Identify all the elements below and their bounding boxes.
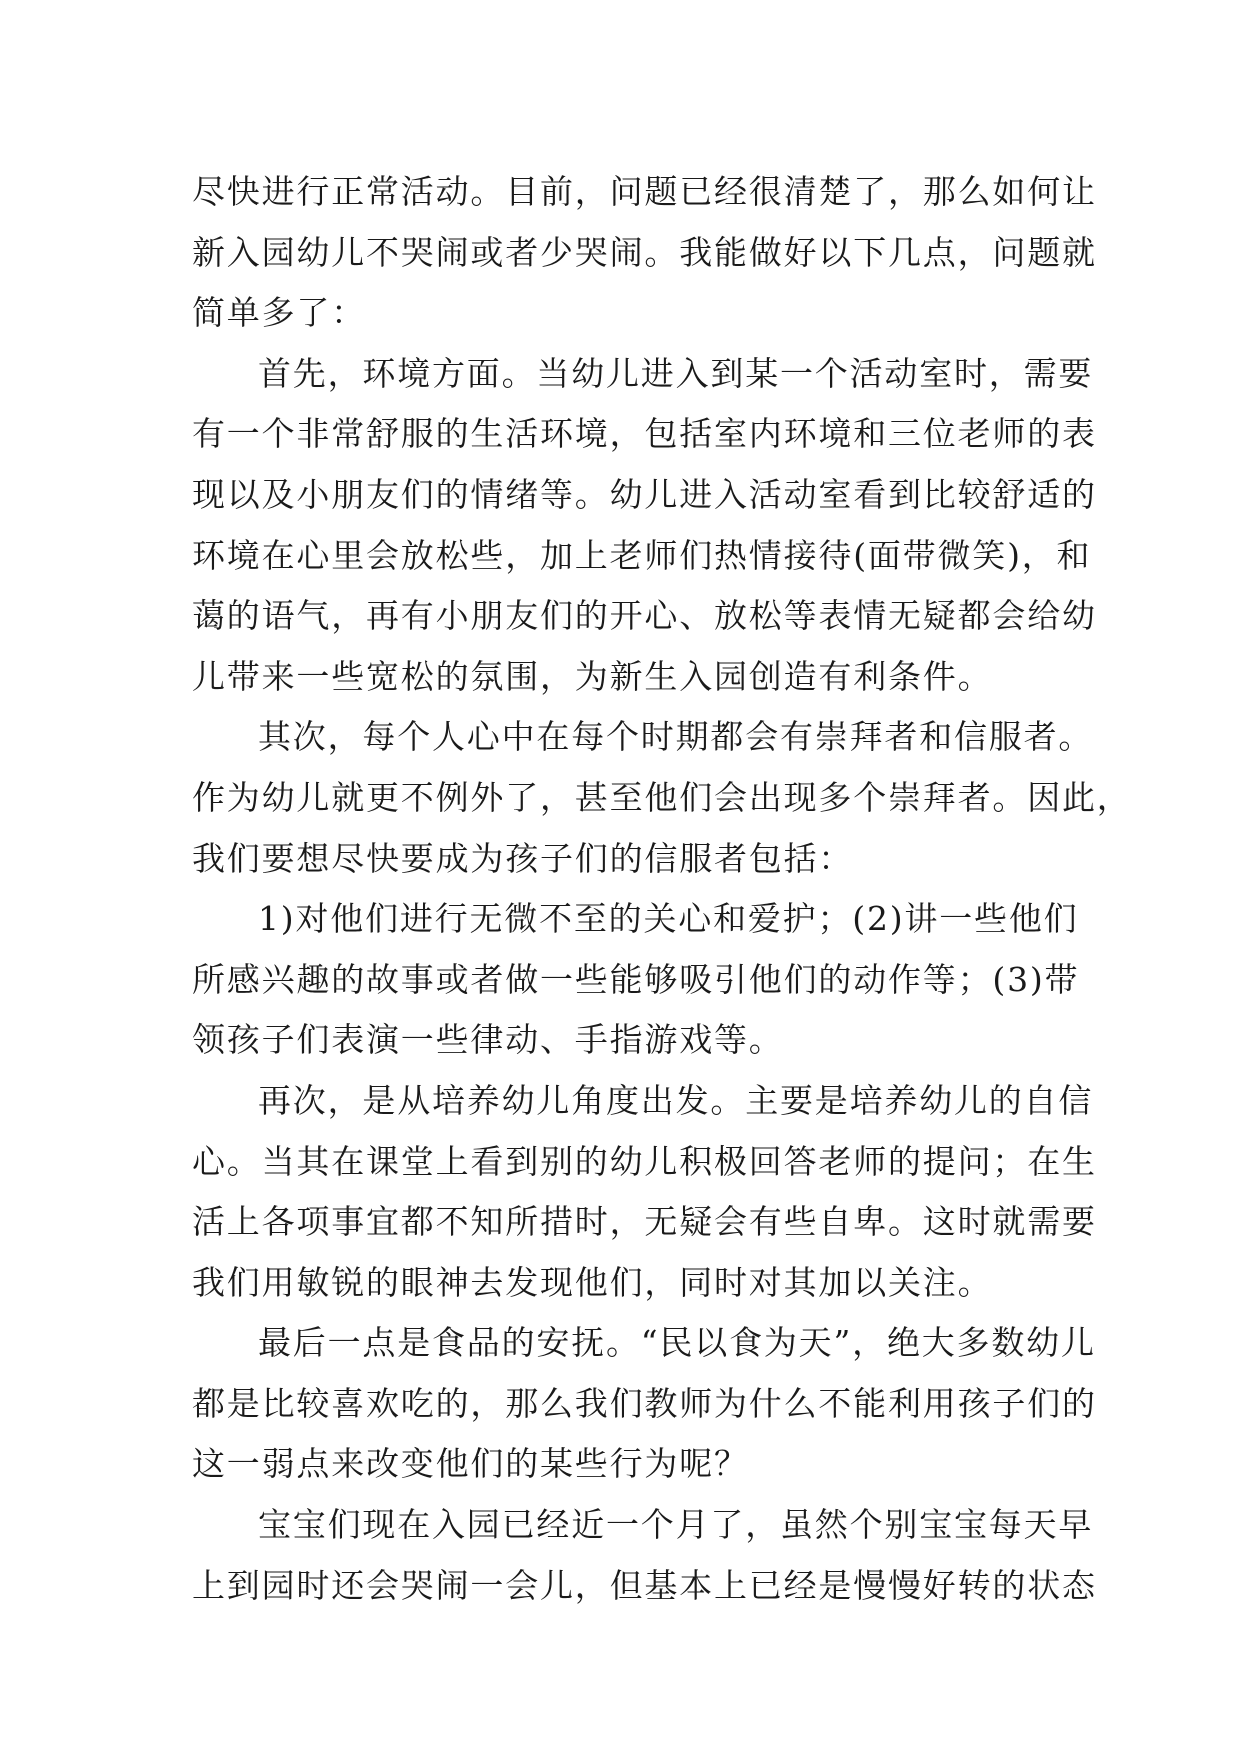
paragraph-first-line: 首先，环境方面。当幼儿进入到某一个活动室时，需要: [258, 353, 1094, 393]
text-line: 有一个非常舒服的生活环境，包括室内环境和三位老师的表: [192, 414, 1097, 454]
text-line: 简单多了：: [192, 293, 366, 333]
text-line: 活上各项事宜都不知所措时，无疑会有些自卑。这时就需要: [192, 1202, 1097, 1242]
text-line: 我们要想尽快要成为孩子们的信服者包括：: [192, 838, 854, 878]
paragraph-first-line: 宝宝们现在入园已经近一个月了，虽然个别宝宝每天早: [258, 1505, 1094, 1545]
paragraph-first-line: 最后一点是食品的安抚。“民以食为天”，绝大多数幼儿: [258, 1323, 1096, 1363]
paragraph-first-line: 再次，是从培养幼儿角度出发。主要是培养幼儿的自信: [258, 1080, 1094, 1120]
text-line: 上到园时还会哭闹一会儿，但基本上已经是慢慢好转的状态: [192, 1565, 1097, 1605]
text-line: 心。当其在课堂上看到别的幼儿积极回答老师的提问；在生: [192, 1141, 1097, 1181]
text-line: 环境在心里会放松些，加上老师们热情接待(面带微笑)，和: [192, 535, 1092, 575]
body-text: [192, 162, 1132, 1616]
paragraph-first-line: 1)对他们进行无微不至的关心和爱护；(2)讲一些他们: [258, 899, 1079, 939]
text-line: 我们用敏锐的眼神去发现他们，同时对其加以关注。: [192, 1262, 993, 1302]
text-line: 儿带来一些宽松的氛围，为新生入园创造有利条件。: [192, 656, 993, 696]
text-line: 现以及小朋友们的情绪等。幼儿进入活动室看到比较舒适的: [192, 474, 1097, 514]
text-line: 领孩子们表演一些律动、手指游戏等。: [192, 1020, 784, 1060]
text-line: 蔼的语气，再有小朋友们的开心、放松等表情无疑都会给幼: [192, 596, 1097, 636]
text-line: 都是比较喜欢吃的，那么我们教师为什么不能利用孩子们的: [192, 1383, 1097, 1423]
text-line: 新入园幼儿不哭闹或者少哭闹。我能做好以下几点，问题就: [192, 232, 1097, 272]
text-line: 尽快进行正常活动。目前，问题已经很清楚了，那么如何让: [192, 172, 1097, 211]
text-line: 这一弱点来改变他们的某些行为呢？: [192, 1444, 749, 1484]
text-line: 作为幼儿就更不例外了，甚至他们会出现多个崇拜者。因此，: [192, 777, 1132, 817]
paragraph-first-line: 其次，每个人心中在每个时期都会有崇拜者和信服者。: [258, 717, 1094, 757]
text-line: 所感兴趣的故事或者做一些能够吸引他们的动作等；(3)带: [192, 959, 1080, 999]
